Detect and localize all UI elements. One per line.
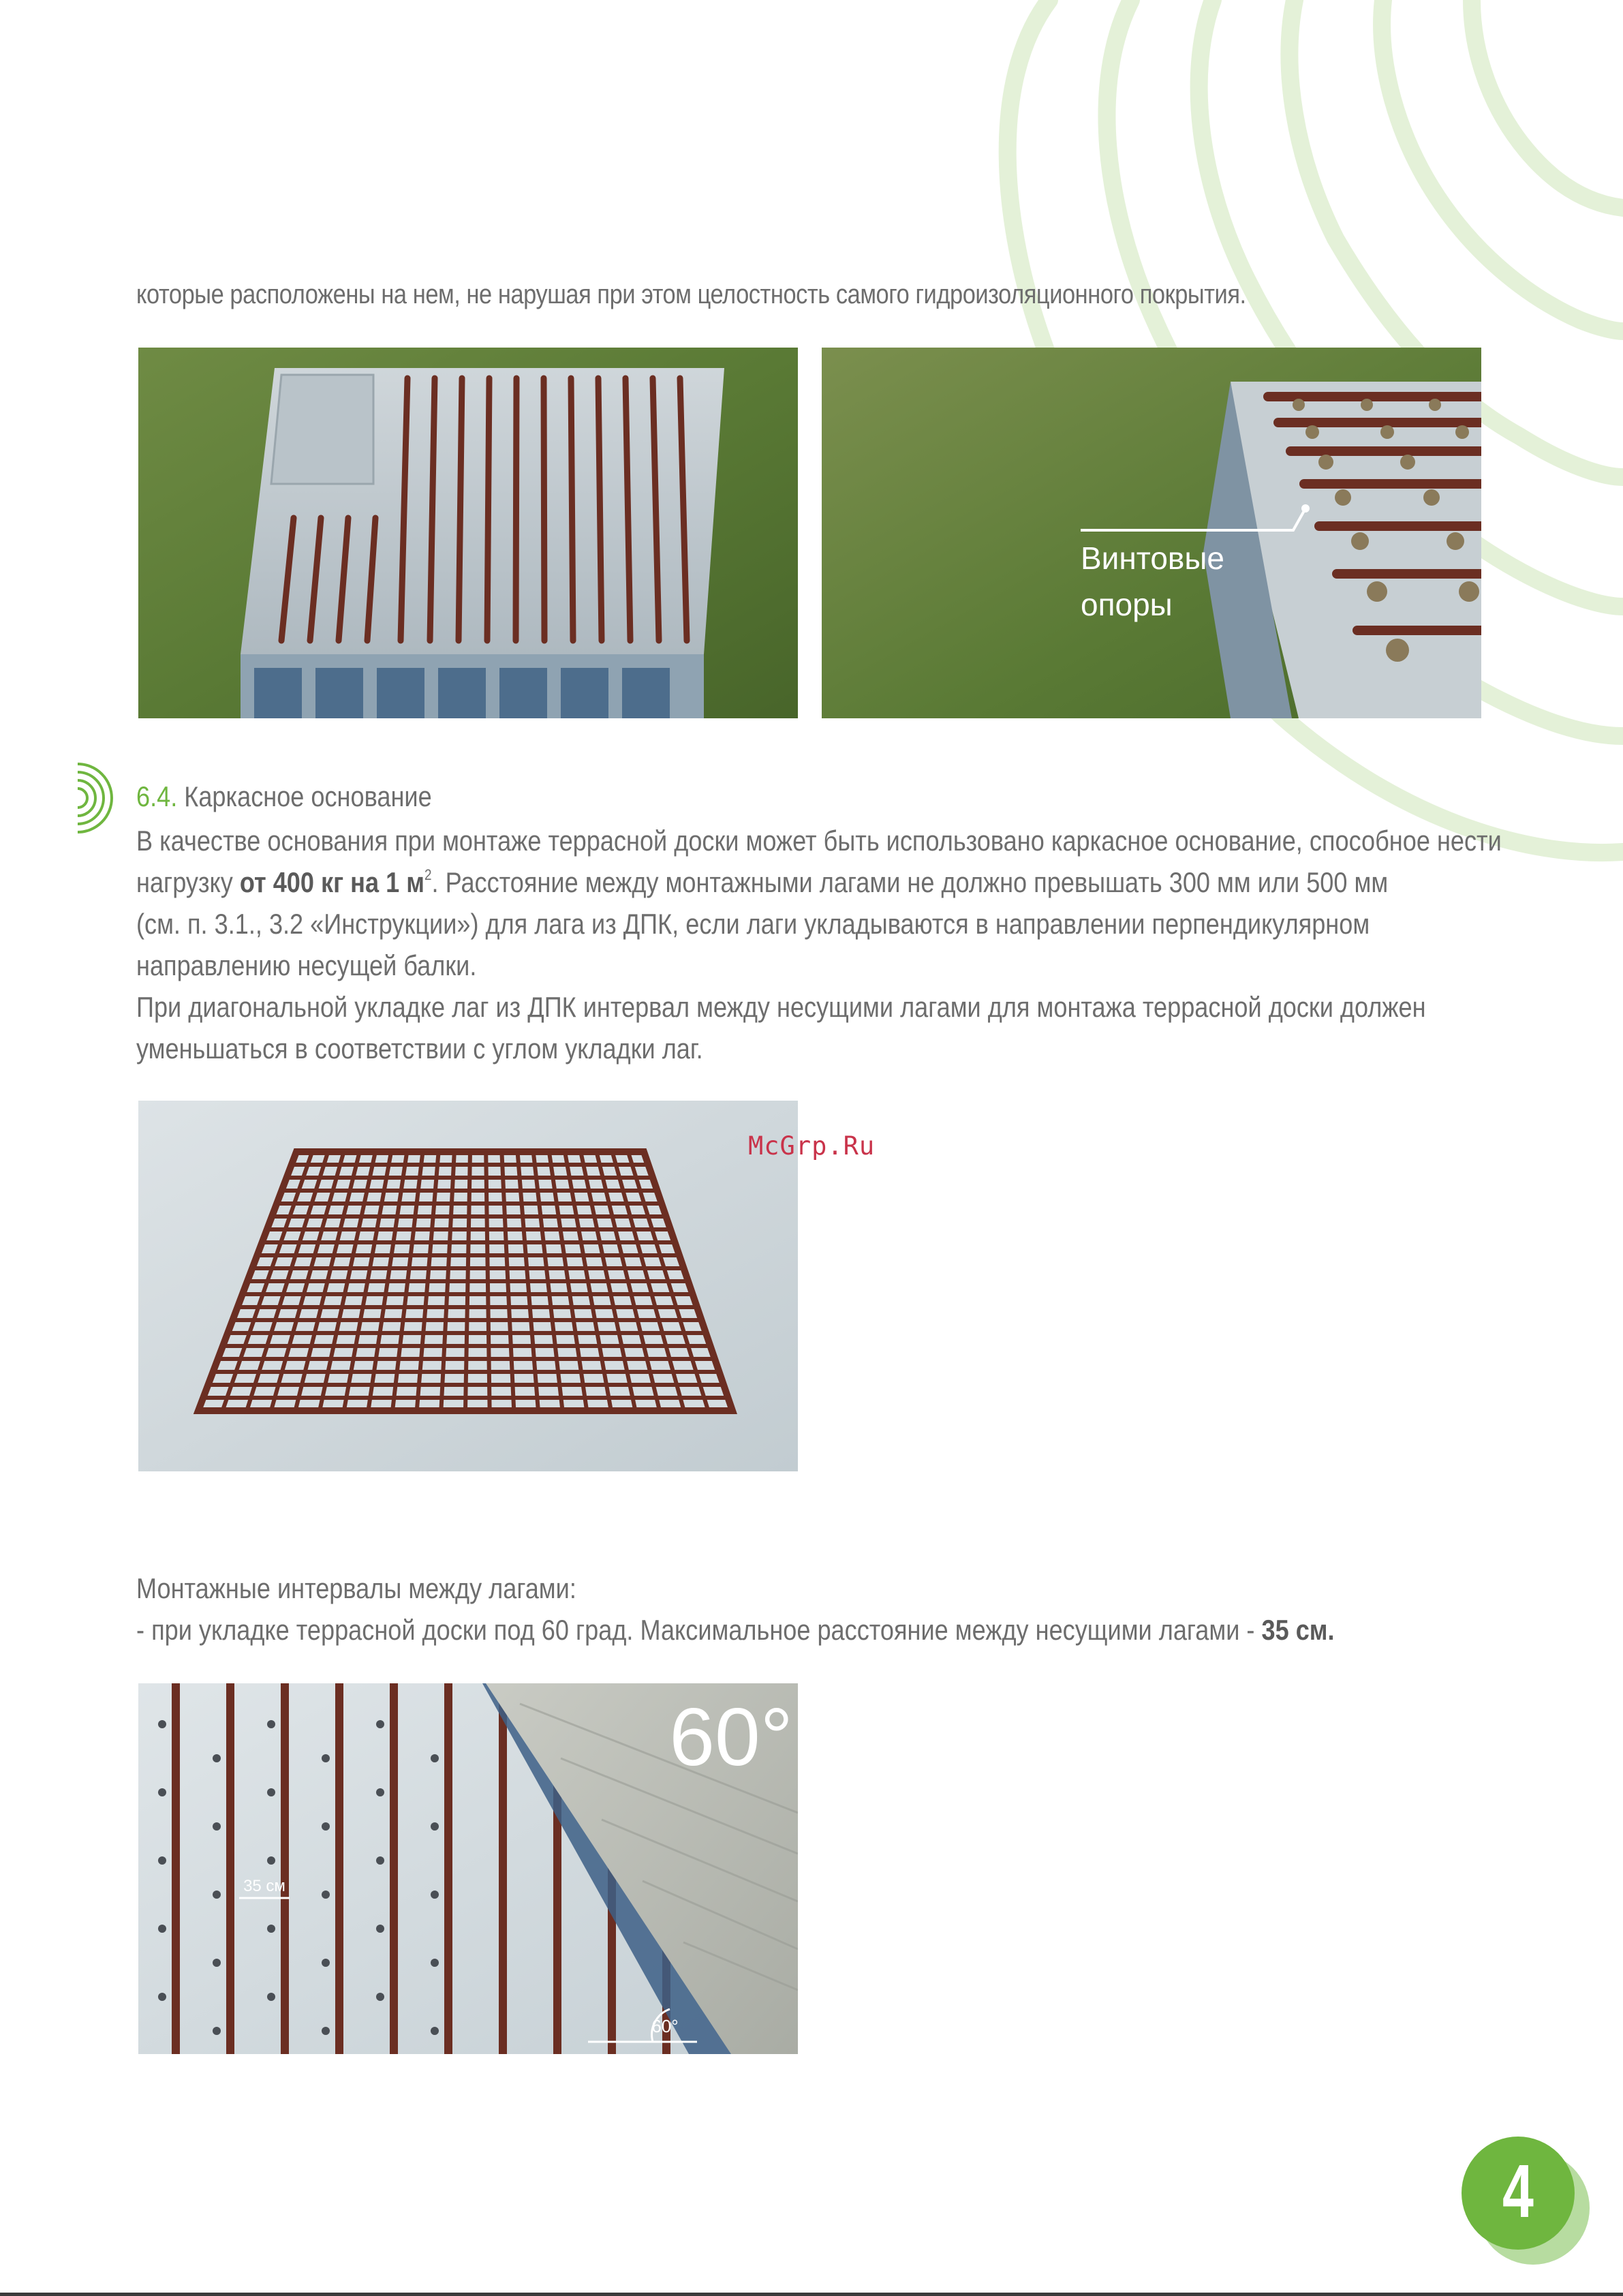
- screw-supports-photo: [822, 348, 1481, 718]
- text-span: нагрузку: [136, 866, 240, 898]
- intro-text: которые расположены на нем, не нарушая при этом целостность самого гидроизоляционного покрытия.: [136, 279, 1246, 309]
- angle-big-label: 60°: [669, 1692, 793, 1783]
- paragraph-line: (см. п. 3.1., 3.2 «Инструкции») для лага из ДПК, если лаги укладываются в направлении перпендикулярном: [136, 908, 1370, 940]
- text-span: - при укладке террасной доски под 60 град. Максимальное расстояние между несущими лагами -: [136, 1614, 1262, 1646]
- section-title: Каркасное основание: [184, 780, 432, 812]
- load-value: от 400 кг на 1 м: [239, 866, 424, 898]
- intervals-title: Монтажные интервалы между лагами:: [136, 1572, 576, 1604]
- paragraph-line: направлению несущей балки.: [136, 949, 477, 981]
- intervals-line: [136, 1609, 1335, 1651]
- paragraph-line: В качестве основания при монтаже террасной доски может быть использовано каркасное основание, способное нести: [136, 825, 1502, 857]
- supports-label-line2: опоры: [1081, 587, 1173, 622]
- intervals-text: [136, 1567, 1335, 1651]
- bottom-rule: [0, 2293, 1623, 2296]
- paragraph-line: При диагональной укладке лаг из ДПК интервал между несущими лагами для монтажа террасной доски должен: [136, 991, 1426, 1023]
- roof-joist-grid-photo: [138, 348, 798, 718]
- tree-ring-icon: [74, 760, 114, 836]
- section-paragraph: [136, 820, 1531, 1069]
- supports-label-line1: Винтовые: [1081, 540, 1224, 576]
- text-span: . Расстояние между монтажными лагами не должно превышать 300 мм или 500 мм: [431, 866, 1389, 898]
- spacing-label: 35 см: [243, 1877, 285, 1895]
- section-heading: [136, 780, 432, 813]
- paragraph-line: уменьшаться в соответствии с углом укладки лаг.: [136, 1032, 703, 1065]
- diagonal-60-degree-photo: [138, 1683, 798, 2054]
- superscript: 2: [424, 866, 432, 883]
- max-distance: 35 см.: [1261, 1614, 1335, 1646]
- angle-small-label: 60°: [651, 2016, 679, 2036]
- watermark: McGrp.Ru: [748, 1131, 876, 1161]
- page-number: 4: [1502, 2149, 1534, 2233]
- frame-base-grid-photo: [138, 1101, 798, 1471]
- section-number: 6.4.: [136, 780, 178, 812]
- paragraph-line: [136, 861, 1531, 903]
